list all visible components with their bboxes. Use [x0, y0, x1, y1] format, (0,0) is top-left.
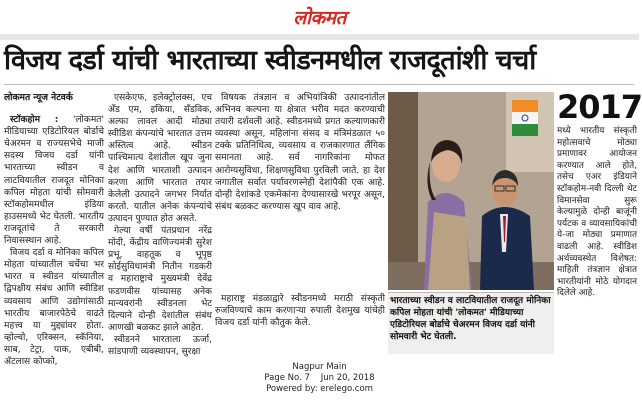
- paragraph: [4, 114, 104, 247]
- paragraph: विजय दर्डा व मोनिका कपिल मोहता यांच्यातील चर्चेचा भर भारत व स्वीडन यांच्यातील द्विपक्षीय संबंध आणि स्वीडिश व्यवसाय आणि उद्योगांसाठी भारतीय बाजारपेठेचे वाढते महत्त्व या मुद्द्यांवर होता. व्होल्वो, एरिक्सन, स्कॅनिया, साब, टेट्रा, पाक, एबीबी, ॲटलास कोप्को,: [4, 248, 104, 367]
- article-column-3-continued: [215, 293, 385, 357]
- paragraph: महाराष्ट्र मंडळाद्वारे स्वीडनमध्ये मराठी संस्कृती रुजविण्याचे काम करणाऱ्या रुपाली देशमुख यांचेही विजय दर्डा यांनी कौतुक केले.: [215, 294, 385, 329]
- sidebar-text: मध्ये भारतीय संस्कृती महोत्सवाचे मोठ्या प्रमाणावर आयोजन करण्यात आले होते, तसेच एअर इंडियाने स्टॉकहोम-नवी दिल्ली थेट विमानसेवा सुरू केल्यामुळे दोन्ही बाजूंनी पर्यटक व व्यावसायिकांची ये-जा मोठ्या प्रमाणात वाढली आहे. स्वीडिश अर्थव्यवस्थेत विशेषत: माहिती तंत्रज्ञान क्षेत्रात भारतीयांनी मोठे योगदान दिलेले आहे.: [557, 126, 637, 299]
- paragraph: विषयक तंत्रज्ञान व अभियांत्रिकी उत्पादनांतील अभिनव कल्पना या क्षेत्रात भरीव मदत करण्याची तयारी दर्शवली आहे. स्वीडनमध्ये प्रगत कल्याणकारी व्यवस्था असून, महिलांना संसद व मंत्रिमंडळात ५० टक्के प्रतिनिधित्व, व्यवसाय व राजकारणात लैंगिक समानता आहे. सर्व नागरिकांना मोफत आरोग्यसुविधा, शिक्षणसुविधा पुरविली जाते. हा देश जगातील सर्वात पर्यावरणस्नेही देशांपैकी एक आहे. दोन्ही देशांकडे एकमेकांना देण्यासारखे भरपूर असून, संबंध बळकट करण्यास खूप वाव आहे.: [215, 93, 385, 212]
- powered-by: Powered by: erelego.com: [266, 384, 373, 394]
- page-footer: [0, 362, 639, 410]
- photo-caption: भारताच्या स्वीडन व लाटवियातील राजदूत मोनिका कपिल मोहता यांची 'लोकमत' मीडियाच्या एडिटोरियल बोर्डाचे चेअरमन विजय दर्डा यांनी सोमवारी भेट घेतली.: [388, 292, 554, 354]
- edition-name: Nagpur Main: [292, 362, 347, 372]
- paragraph: स्वीडनने भारताला ऊर्जा, सांडपाणी व्यवस्थापन, सुरक्षा: [108, 334, 212, 357]
- saree-border: [428, 212, 470, 290]
- article-headline: विजय दर्डा यांची भारताच्या स्वीडनमधील राजदूतांशी चर्चा: [4, 45, 536, 76]
- page-info: [0, 373, 639, 384]
- dateline: स्टॉकहोम :: [10, 115, 59, 126]
- paragraph-text: 'लोकमत' मीडियाच्या एडिटोरियल बोर्डाचे चेअरमन व राज्यसभेचे माजी सदस्य विजय दर्डा यांनी भारताच्या स्वीडन व लाटवियातील राजदूत मोनिका कपिल मोहता यांची सोमवारी स्टॉकहोममधील इंडिया हाउसमध्ये भेट घेतली. भारतीय राजदूतांचे ते सरकारी निवासस्थान आहे.: [4, 115, 104, 247]
- photo-illustration: [388, 92, 554, 290]
- paragraph: गेल्या वर्षी पंतप्रधान नरेंद्र मोदी, केंद्रीय वाणिज्यमंत्री सुरेश प्रभू, वाहतूक व भूपृष्ठ सोईसुविधामंत्री नितीन गडकरी व महाराष्ट्राचे मुख्यमंत्री देवेंद्र फडणवीस यांच्यासह अनेक मान्यवरांनी स्वीडनला भेट दिल्याने दोन्ही देशांतील संबंध आणखी बळकट झाले आहेत.: [108, 226, 212, 333]
- flag-green: [512, 124, 538, 136]
- paragraph: एसकेएफ, इलेक्ट्रोलक्स, एच अँड एम, इकिया, सँडविक, अल्फा लावल आदी मोठ्या स्वीडिश कंपन्यांचे भारतात उत्तम अस्तित्व आहे. स्वीडन पाश्चिमात्य देशांतील खूप जुना देश आणि भारताशी उत्पादन करणा आणि भारतात तयार केलेली उत्पादने जगभर निर्यात करतो. यातील अनेक कंपन्यांचे उत्पादन पुण्यात होत असते.: [108, 93, 212, 224]
- lokmat-logo: लोकमत: [293, 7, 346, 29]
- article-column-2: [108, 92, 212, 357]
- left-panel: [388, 92, 418, 290]
- flag-saffron: [512, 100, 538, 112]
- byline: लोकमत न्यूज नेटवर्क: [4, 93, 73, 103]
- masthead: [0, 0, 639, 32]
- article-column-3: [215, 92, 385, 288]
- headline-rule: [4, 84, 634, 85]
- flag-white: [512, 112, 538, 124]
- page-date: Jun 20, 2018: [320, 373, 375, 383]
- sidebar-year: 2017: [557, 88, 642, 126]
- news-photo: [388, 92, 554, 290]
- page-number: Page No. 7: [264, 373, 310, 383]
- separator: [313, 373, 318, 383]
- article-column-1: [4, 92, 104, 367]
